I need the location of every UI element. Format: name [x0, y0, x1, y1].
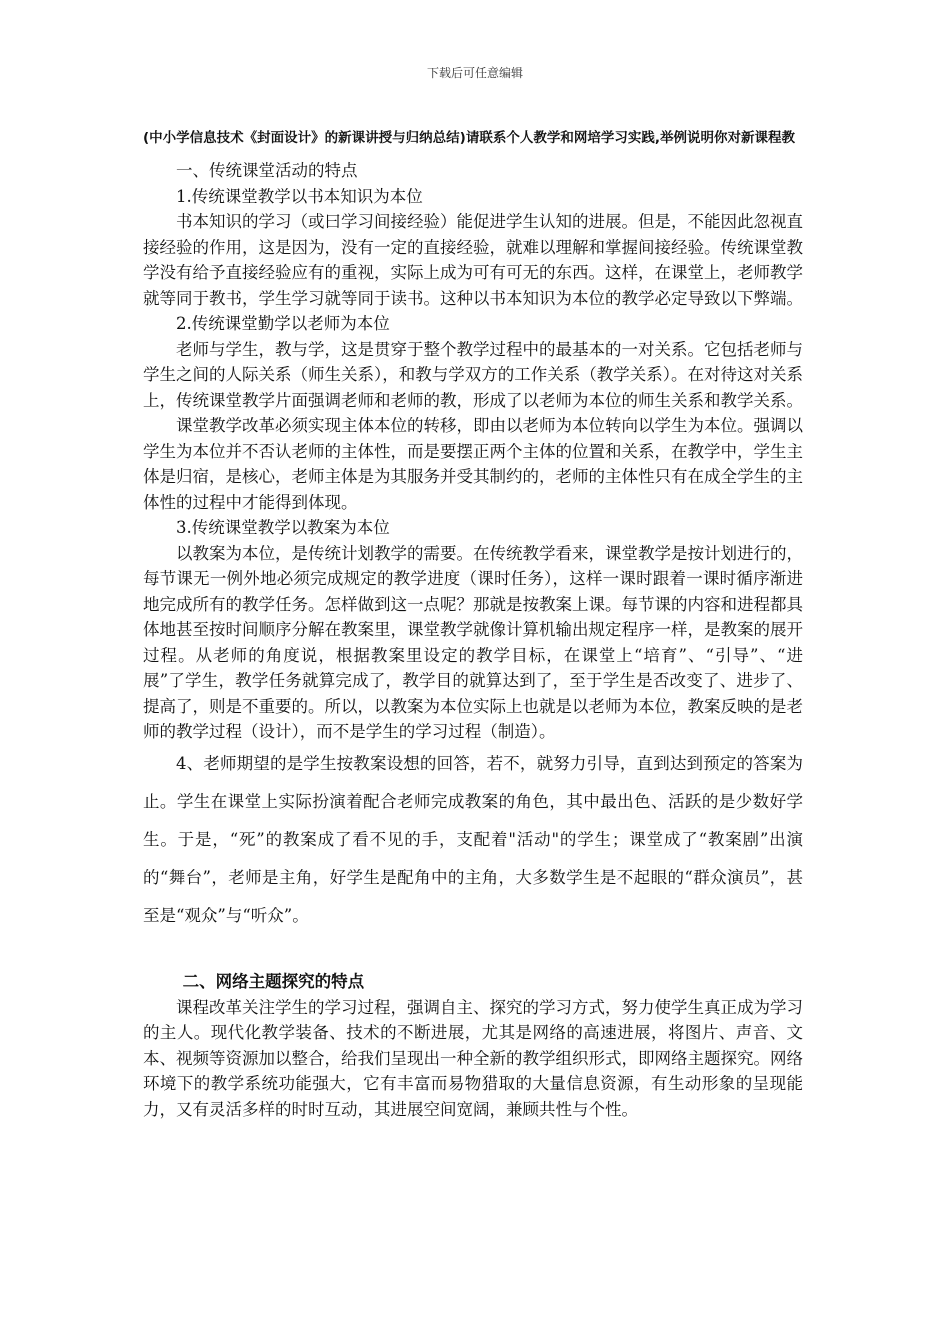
section-1 — [143, 158, 803, 745]
paragraph: 书本知识的学习（或曰学习间接经验）能促进学生认知的进展。但是，不能因此忽视直接经验的作用，这是因为，没有一定的直接经验，就难以理解和掌握间接经验。传统课堂教学没有给予直接经验应有的重视，实际上成为可有可无的东西。这样，在课堂上，老师教学就等同于教书，学生学习就等同于读书。这种以书本知识为本位的教学必定导致以下弊端。 — [143, 212, 803, 308]
subheading-1: 1.传统课堂教学以书本知识为本位 — [176, 186, 423, 206]
subheading-3: 3.传统课堂教学以教案为本位 — [176, 518, 390, 537]
paragraph: 课堂教学改革必须实现主体本位的转移，即由以老师为本位转向以学生为本位。强调以学生为本位并不否认老师的主体性，而是要摆正两个主体的位置和关系，在教学中，学生主体是归宿，是核心，老师主体是为其服务并受其制约的，老师的主体性只有在成全学生的主体性的过程中才能得到体现。 — [143, 416, 803, 512]
section-1-point-4 — [143, 745, 803, 935]
document-body — [143, 127, 803, 1122]
paragraph: 老师与学生，教与学，这是贯穿于整个教学过程中的最基本的一对关系。它包括老师与学生之间的人际关系（师生关系），和教与学双方的工作关系（教学关系）。在对待这对关系上，传统课堂教学片面强调老师和老师的教，形成了以老师为本位的师生关系和教学关系。 — [143, 339, 803, 410]
section-2-heading: 二、网络主题探究的特点 — [182, 971, 365, 991]
page-header: 下载后可任意编辑 — [426, 66, 523, 80]
subheading-2: 2.传统课堂勤学以老师为本位 — [176, 314, 390, 333]
paragraph: 4、老师期望的是学生按教案设想的回答，若不，就努力引导，直到达到预定的答案为止。学生在课堂上实际扮演着配合老师完成教案的角色，其中最出色、活跃的是少数好学生。于是，“死”的教案成了看不见的手，支配着"活动"的学生；课堂成了“教案剧”出演的“舞台”，老师是主角，好学生是配角中的主角，大多数学生是不起眼的“群众演员”，甚至是“观众”与“听众”。 — [143, 753, 803, 925]
section-1-heading: 一、传统课堂活动的特点 — [176, 161, 358, 180]
document-title: (中小学信息技术《封面设计》的新课讲授与归纳总结)请联系个人教学和网培学习实践,举例说明你对新课程教 — [143, 130, 795, 146]
section-2 — [143, 995, 803, 1123]
paragraph: 以教案为本位，是传统计划教学的需要。在传统教学看来，课堂教学是按计划进行的，每节课无一例外地必须完成规定的教学进度（课时任务），这样一课时跟着一课时循序渐进地完成所有的教学任务。怎样做到这一点呢？那就是按教案上课。每节课的内容和进程都具体地甚至按时间顺序分解在教案里，课堂教学就像计算机输出规定程序一样，是教案的展开过程。从老师的角度说，根据教案里设定的教学目标，在课堂上“培育”、“引导”、“进展”了学生，教学任务就算完成了，教学目的就算达到了，至于学生是否改变了、进步了、提高了，则是不重要的。所以，以教案为本位实际上也就是以老师为本位，教案反映的是老师的教学过程（设计），而不是学生的学习过程（制造）。 — [143, 543, 803, 741]
paragraph: 课程改革关注学生的学习过程，强调自主、探究的学习方式，努力使学生真正成为学习的主人。现代化教学装备、技术的不断进展，尤其是网络的高速进展，将图片、声音、文本、视频等资源加以整合，给我们呈现出一种全新的教学组织形式，即网络主题探究。网络环境下的教学系统功能强大，它有丰富而易物猎取的大量信息资源，有生动形象的呈现能力，又有灵活多样的时时互动，其进展空间宽阔，兼顾共性与个性。 — [143, 997, 803, 1119]
